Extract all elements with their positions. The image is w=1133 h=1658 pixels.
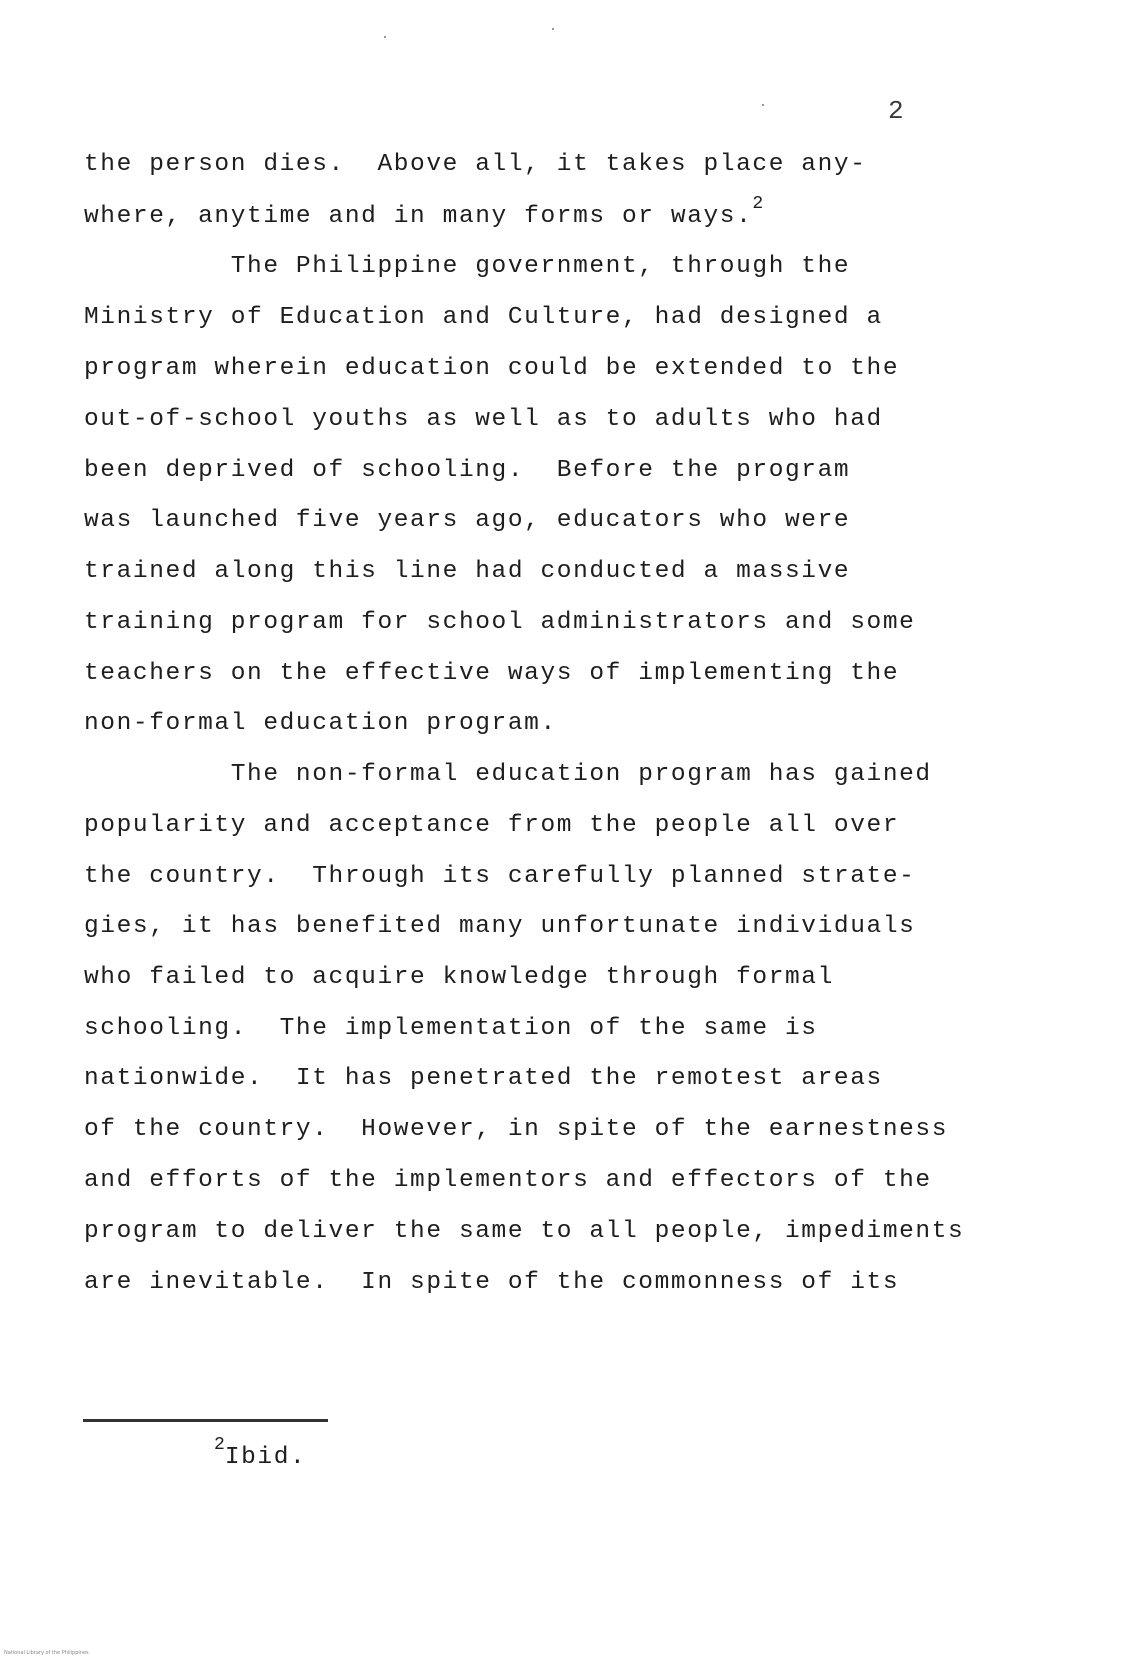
text-line: Ministry of Education and Culture, had designed a xyxy=(84,304,883,331)
text-line: out-of-school youths as well as to adults who had xyxy=(84,406,883,433)
footnote xyxy=(214,1435,307,1471)
text-line: are inevitable. In spite of the commonness of its xyxy=(84,1269,900,1296)
text-line: The non-formal education program has gained xyxy=(84,761,932,788)
text-line: nationwide. It has penetrated the remotest areas xyxy=(84,1065,883,1092)
scan-speck xyxy=(762,104,764,106)
text-line: teachers on the effective ways of implementing the xyxy=(84,660,900,687)
text-line: schooling. The implementation of the same is xyxy=(84,1015,818,1042)
text-line: of the country. However, in spite of the earnestness xyxy=(84,1116,949,1143)
footnote-reference: 2 xyxy=(752,194,764,214)
text-line: was launched five years ago, educators who were xyxy=(84,507,851,534)
text-line: and efforts of the implementors and effectors of the xyxy=(84,1167,932,1194)
footnote-text: Ibid. xyxy=(224,1444,307,1471)
text-line: been deprived of schooling. Before the program xyxy=(84,457,851,484)
scan-speck xyxy=(384,36,386,38)
text-line: program to deliver the same to all people, impediments xyxy=(84,1218,965,1245)
text-line: gies, it has benefited many unfortunate individuals xyxy=(84,913,916,940)
text-line: non-formal education program. xyxy=(84,710,557,737)
footnote-divider xyxy=(83,1419,328,1422)
scan-footer: National Library of the Philippines xyxy=(4,1650,89,1656)
text-line: where, anytime and in many forms or ways.$^2$ xyxy=(84,194,764,230)
scan-speck xyxy=(552,28,554,30)
text-line: popularity and acceptance from the people all over xyxy=(84,812,900,839)
text-line: trained along this line had conducted a massive xyxy=(84,558,851,585)
text-line: the person dies. Above all, it takes place any- xyxy=(84,151,867,178)
text-line: The Philippine government, through the xyxy=(84,253,851,280)
text-line: training program for school administrators and some xyxy=(84,609,916,636)
page-number: 2 xyxy=(888,96,904,126)
text-line: program wherein education could be extended to the xyxy=(84,355,900,382)
text-line: the country. Through its carefully planned strate- xyxy=(84,863,916,890)
footnote-number: 2 xyxy=(214,1435,225,1455)
text-line: who failed to acquire knowledge through formal xyxy=(84,964,834,991)
